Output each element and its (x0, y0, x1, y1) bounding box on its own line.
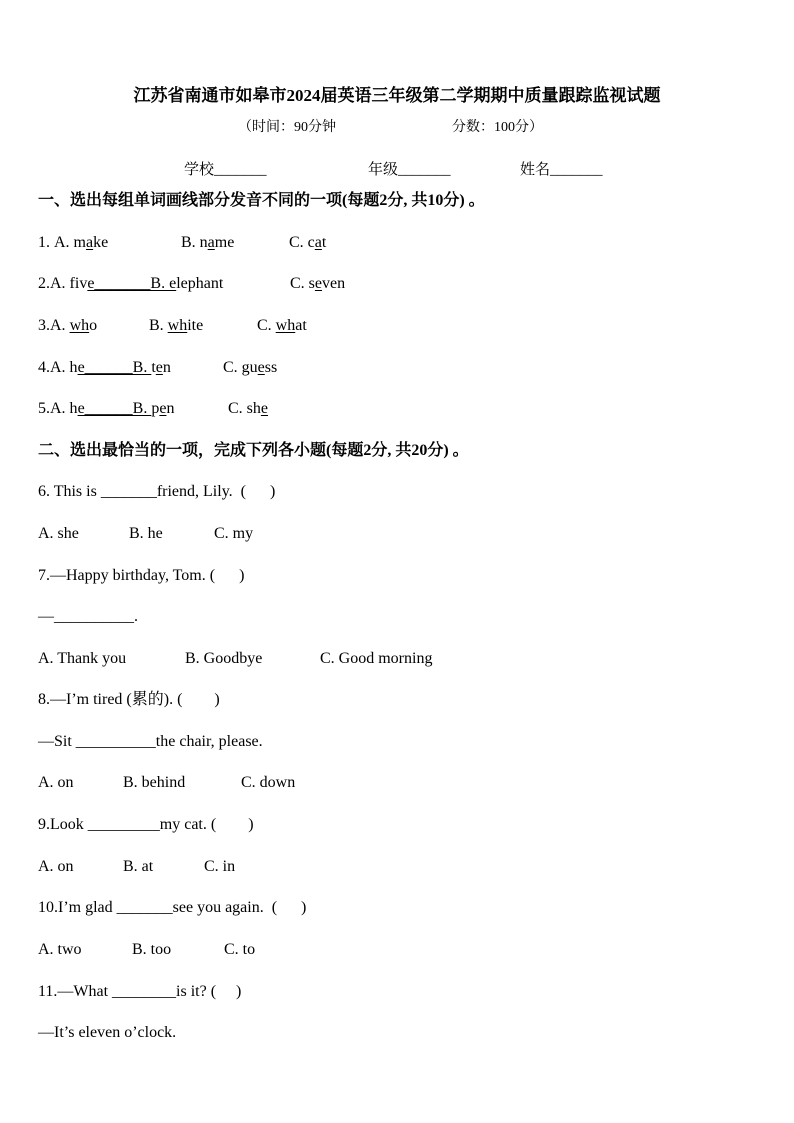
name-field: 姓名_______ (520, 162, 603, 178)
question-4: 4.A. he______B. ten C. guess (38, 359, 278, 376)
page-title: 江苏省南通市如皋市2024届英语三年级第二学期期中质量跟踪监视试题 (133, 86, 661, 105)
option-b: B. behind (123, 774, 186, 791)
option-b: B. at (123, 858, 154, 875)
option-c: C. in (204, 858, 236, 875)
question-6: 6. This is _______friend, Lily. ( ) (38, 483, 276, 500)
question-7: 7.—Happy birthday, Tom. ( ) (38, 567, 245, 584)
option-c: C. Good morning (320, 650, 433, 667)
section-2-heading: 二、选出最恰当的一项，完成下列各小题(每题2分, 共20分) 。 (38, 442, 469, 459)
question-6-options (38, 524, 253, 544)
question-8: 8.—I’m tired (累的). ( ) (38, 691, 220, 708)
option-a: A. on (38, 774, 74, 791)
school-field: 学校_______ (184, 162, 267, 178)
question-7-answer: —__________. (38, 608, 138, 625)
option-a: A. she (38, 525, 79, 542)
question-8-answer: —Sit __________the chair, please. (38, 733, 263, 750)
question-11: 11.—What ________is it? ( ) (38, 983, 242, 1000)
question-10: 10.I’m glad _______see you again. ( ) (38, 899, 307, 916)
question-3: 3.A. who B. white C. what (38, 317, 307, 334)
question-9: 9.Look _________my cat. ( ) (38, 816, 254, 833)
question-1: 1. A. make B. name C. cat (38, 234, 327, 251)
question-7-options (38, 649, 432, 669)
question-11-answer: —It’s eleven o’clock. (38, 1024, 177, 1041)
question-2: 2.A. five_______B. elephant C. seven (38, 275, 346, 292)
option-b: B. he (129, 525, 163, 542)
option-a: A. two (38, 941, 82, 958)
question-8-options (38, 773, 295, 793)
section-1-heading: 一、选出每组单词画线部分发音不同的一项(每题2分, 共10分) 。 (38, 192, 485, 209)
question-10-options (38, 940, 255, 960)
exam-score: 分数：100分） (452, 120, 543, 135)
option-c: C. down (241, 774, 296, 791)
grade-field: 年级_______ (368, 162, 451, 178)
option-c: C. my (214, 525, 254, 542)
option-b: B. Goodbye (185, 650, 263, 667)
question-9-options (38, 857, 235, 877)
option-b: B. too (132, 941, 172, 958)
option-a: A. Thank you (38, 650, 127, 667)
option-c: C. to (224, 941, 256, 958)
exam-time: （时间：90分钟 (238, 120, 336, 135)
question-5: 5.A. he______B. pen C. she (38, 400, 269, 417)
option-a: A. on (38, 858, 74, 875)
